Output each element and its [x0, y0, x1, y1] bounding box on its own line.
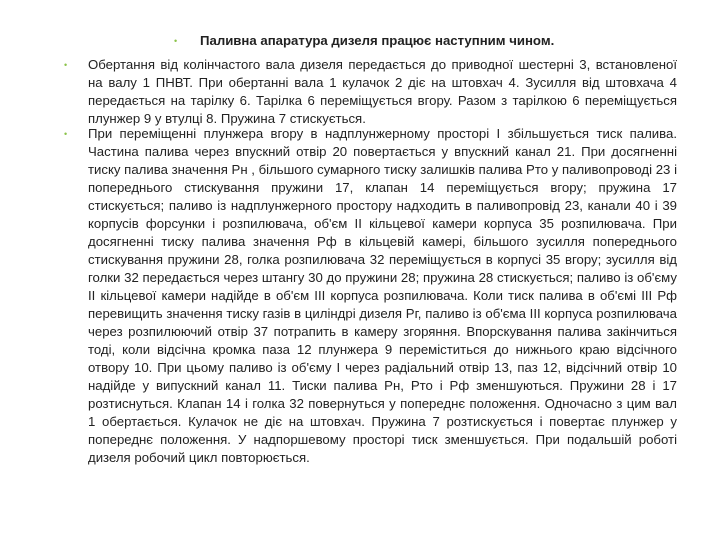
slide-title	[200, 32, 680, 50]
bullet-marker: •	[64, 60, 68, 70]
paragraph-2	[88, 125, 677, 467]
bullet-marker: •	[174, 36, 178, 46]
paragraph-1	[88, 56, 677, 128]
paragraph-text: При переміщенні плунжера вгору в надплунжерному просторі І збільшується тиск палива. Частина палива через впускний отвір 20 повертається у впускний канал 21. При досягненні тиску палива значення Рн , більшого сумарного тиску залишків палива Рто у паливопроводі 23 і попереднього стискування пружини 17, клапан 14 переміщується вгору; пружина 17 стискується; паливо із надплунжерного простору надходить в паливопровід 23, канали 40 і 39 корпусів форсунки і розпилювача, об'єм ІІ кільцевої камери корпуса 35 розпилювача. При досягненні тиску палива значення Рф в кільцевій камері, більшого зусилля попереднього стискування пружини 28, голка розпилювача 32 переміщується в корпусі 35 вгору; зусилля від голки 32 передається через штангу 30 до пружини 28; пружина 28 стискується; паливо із об'єму ІІ кільцевої камери надійде в об'єм ІІІ корпуса розпилювача. Коли тиск палива в об'ємі ІІІ Рф перевищить значення тиску газів в циліндрі дизеля Рг, паливо із об'єма ІІІ корпуса розпилювача через розпилюючий отвір 37 потрапить в камеру згоряння. Впорскування палива закінчиться тоді, коли відсічна кромка паза 12 плунжера 9 переміститься до нижнього краю відсічного отвору 10. При цьому паливо із об'єму І через радіальний отвір 13, паз 12, відсічний отвір 10 надійде у випускний канал 11. Тиски палива Рн, Рто і Рф зменшуються. Пружини 28 і 17 розтиснуться. Клапан 14 і голка 32 повернуться у попереднє положення. Одночасно з цим вал 1 обертається. Кулачок не діє на штовхач. Пружина 7 розтискується і повертає плунжер у попереднє положення. У надпоршевому просторі тиск зменшується. При подальшій роботі дизеля робочий цикл повторюється.	[88, 126, 677, 465]
slide-title-text: Паливна апаратура дизеля працює наступним чином.	[200, 33, 555, 48]
paragraph-text: Обертання від колінчастого вала дизеля передається до приводної шестерні 3, встановленої на валу 1 ПНВТ. При обертанні вала 1 кулачок 2 діє на штовхач 4. Зусилля від штовхача 4 передається на тарілку 6. Тарілка 6 переміщується вгору. Разом з тарілкою 6 переміщується плунжер 9 у втулці 8. Пружина 7 стискується.	[88, 57, 677, 126]
bullet-marker: •	[64, 129, 68, 139]
